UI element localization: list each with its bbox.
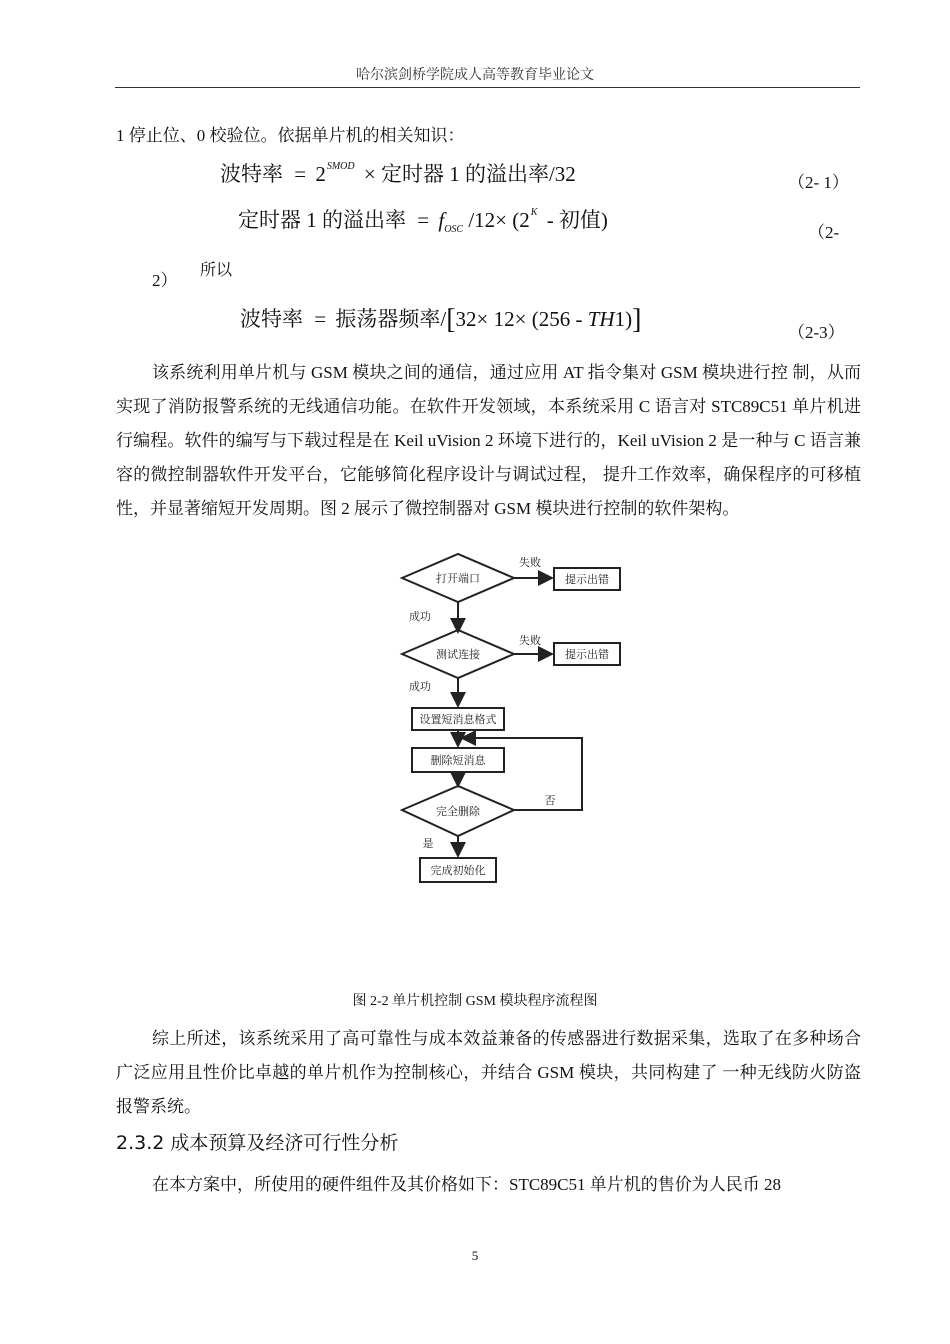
label-set-format: 设置短消息格式 xyxy=(419,713,497,726)
formula-2-mid: /12× (2 xyxy=(468,208,530,232)
label-fail-2: 失败 xyxy=(519,634,541,647)
formula-2-f: f xyxy=(438,208,445,232)
page-header: 哈尔滨剑桥学院成人高等教育毕业论文 xyxy=(356,68,594,83)
formula-3-lhs: 波特率 xyxy=(240,307,303,331)
equation-number-1: （2- 1） xyxy=(788,173,849,192)
label-init-done: 完成初始化 xyxy=(430,864,486,877)
label-fail-1: 失败 xyxy=(519,556,541,569)
label-test-connection: 测试连接 xyxy=(436,648,480,661)
formula-1-lhs: 波特率 xyxy=(220,162,283,186)
label-open-port: 打开端口 xyxy=(436,572,480,585)
label-all-deleted: 完全删除 xyxy=(436,805,480,818)
formula-3-th: TH xyxy=(587,307,615,331)
equation-number-2a: （2- xyxy=(808,223,840,242)
equation-number-3: （2-3） xyxy=(788,323,845,342)
label-yes: 是 xyxy=(422,837,434,850)
formula-3-one: 1) xyxy=(614,307,633,331)
formula-2-rest: - 初值) xyxy=(546,208,608,232)
section-heading: 2.3.2 成本预算及经济可行性分析 xyxy=(116,1132,399,1154)
figure-caption: 图 2-2 单片机控制 GSM 模块程序流程图 xyxy=(352,994,598,1009)
formula-1-eq: = xyxy=(294,162,307,186)
formula-baud-rate-final xyxy=(240,302,641,334)
formula-3-mid: 振荡器频率/ xyxy=(335,307,447,331)
formula-baud-rate xyxy=(220,158,576,188)
formula-3-right-bracket: ] xyxy=(632,304,642,335)
equation-number-2b: 2） xyxy=(152,271,178,290)
formula-1-base: 2 xyxy=(315,162,326,186)
suoyi-text: 所以 xyxy=(200,262,233,279)
formula-3-inner: 32× 12× (256 - xyxy=(455,307,588,331)
label-success-2: 成功 xyxy=(409,680,431,693)
paragraph-software-architecture: 该系统利用单片机与 GSM 模块之间的通信，通过应用 AT 指令集对 GSM 模块进行控 制，从而实现了消防报警系统的无线通信功能。在软件开发领域，本系统采用 C 语言对 STC89C51 单片机进行编程。软件的编写与下载过程是在 Keil uVision 2 环境下进行的，Keil uVision 2 是一种与 C 语言兼容的微控制器软件开发平台，它能够简化程序设计与调试过程， 提升工作效率，确保程序的可移植性，并显著缩短开发周期。图 2 展示了微控制器对 GSM 模块进行控制的软件架构。 xyxy=(116,363,861,518)
formula-1-exponent: SMOD xyxy=(326,161,355,172)
header-rule xyxy=(115,87,860,88)
formula-3-eq: = xyxy=(314,307,327,331)
label-no: 否 xyxy=(544,794,556,807)
flowchart-gsm-program xyxy=(390,552,630,892)
formula-2-lhs: 定时器 1 的溢出率 xyxy=(238,208,406,232)
label-delete-message: 删除短消息 xyxy=(430,754,486,767)
paragraph-summary: 综上所述，该系统采用了高可靠性与成本效益兼备的传感器进行数据采集，选取了在多种场合广泛应用且性价比卓越的单片机作为控制核心，并结合 GSM 模块，共同构建了 一种无线防火防盗报警系统。 xyxy=(116,1029,861,1116)
label-success-1: 成功 xyxy=(409,610,431,623)
label-error-1: 提示出错 xyxy=(565,573,609,586)
formula-2-subscript: OSC xyxy=(444,224,464,235)
page-number: 5 xyxy=(471,1248,479,1263)
formula-timer-overflow xyxy=(238,204,608,234)
formula-1-rest: × 定时器 1 的溢出率/32 xyxy=(363,162,576,186)
paragraph-cost: 在本方案中，所使用的硬件组件及其价格如下：STC89C51 单片机的售价为人民币 28 xyxy=(152,1175,782,1194)
formula-3-left-bracket: [ xyxy=(446,304,456,335)
formula-2-eq: = xyxy=(417,208,430,232)
label-error-2: 提示出错 xyxy=(565,648,609,661)
intro-line: 1 停止位、0 校验位。依据单片机的相关知识： xyxy=(116,126,465,145)
formula-2-exponent: K xyxy=(530,207,538,218)
